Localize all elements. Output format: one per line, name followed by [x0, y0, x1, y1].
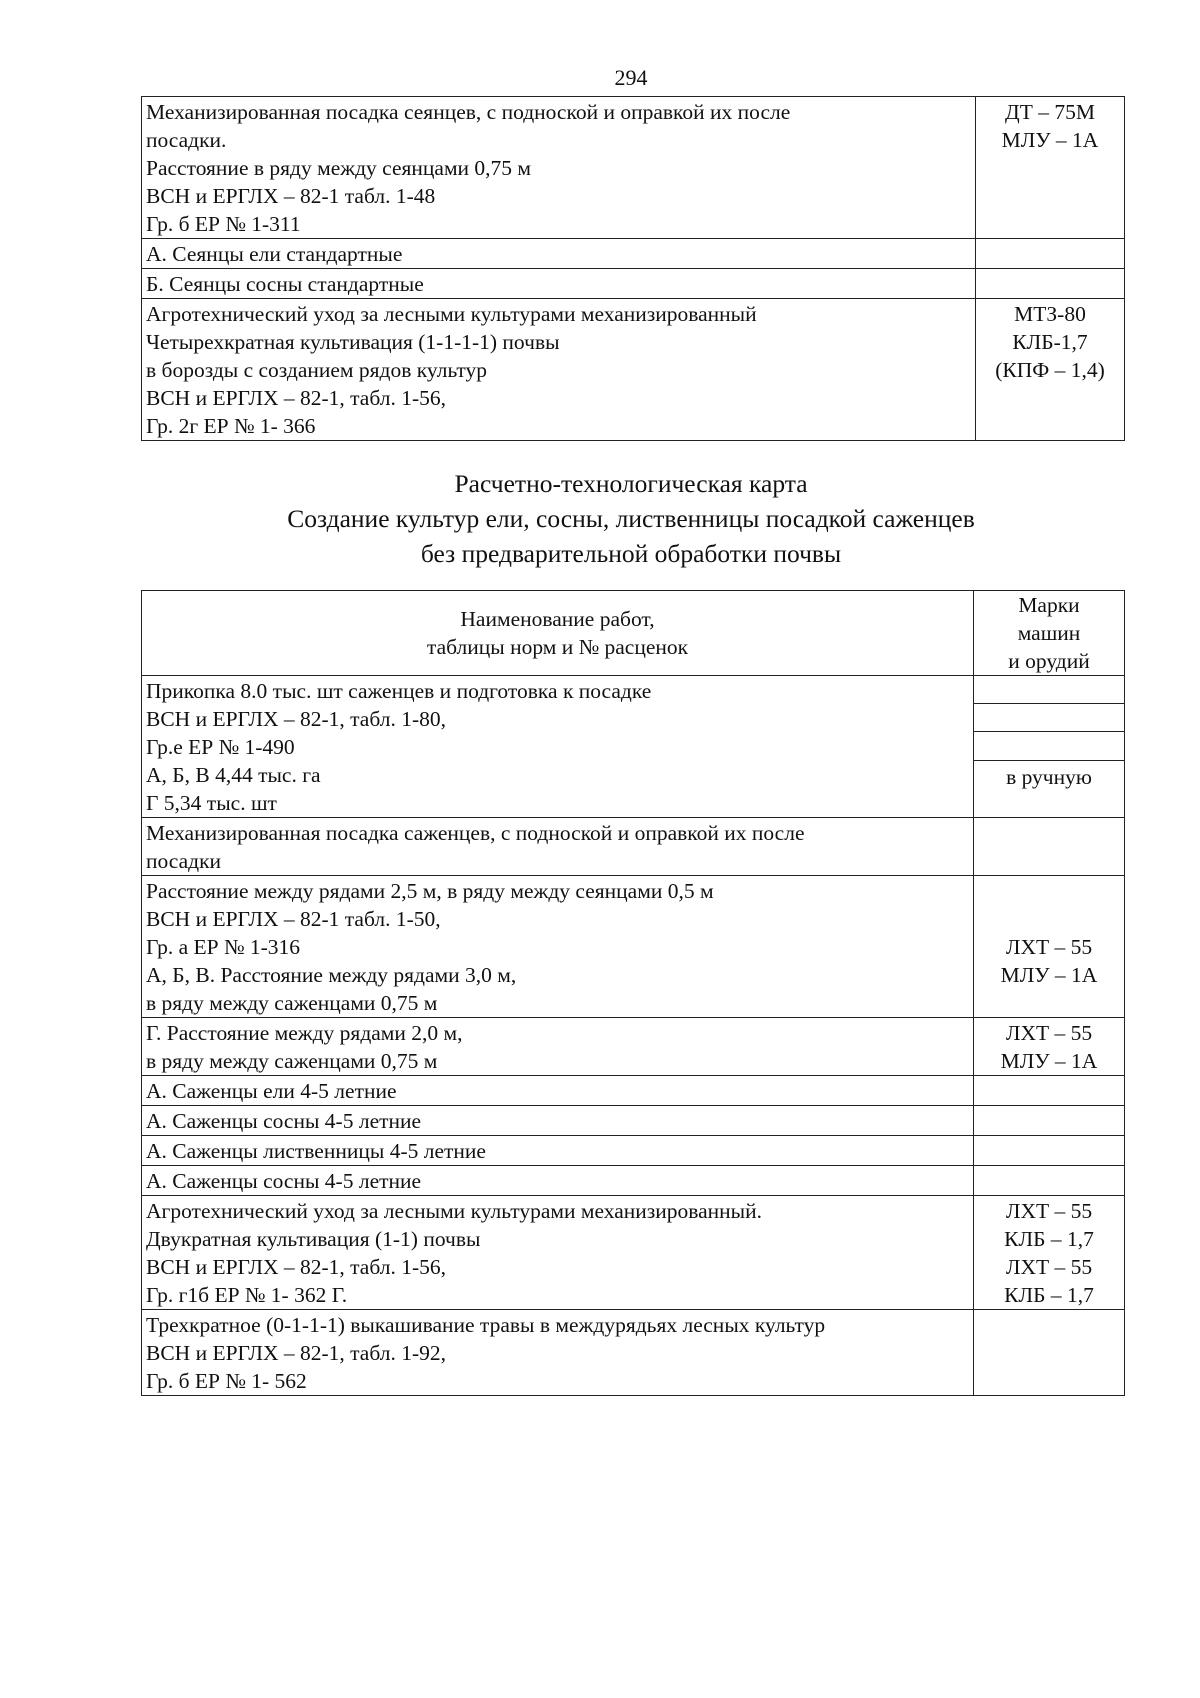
table-row [142, 299, 1125, 441]
machine-brand-cell [976, 97, 1125, 239]
machine-brand-cell [974, 1166, 1125, 1196]
table-row [142, 97, 1125, 239]
empty-subcell [974, 732, 1124, 761]
cell-line: А. Саженцы сосны 4-5 летние [146, 1169, 422, 1193]
cell-line: Механизированная посадка сеянцев, с подноской и оправкой их после [146, 100, 791, 124]
work-description-cell [142, 1166, 974, 1196]
work-description-cell [142, 1076, 974, 1106]
cell-line: Г 5,34 тыс. шт [146, 791, 277, 815]
cell-line: Четырехкратная культивация (1-1-1-1) почвы [146, 330, 560, 354]
header-machine-brands [974, 591, 1125, 676]
empty-subcell [974, 704, 1124, 732]
machine-brand-cell [974, 1018, 1125, 1076]
cell-line [974, 877, 1124, 905]
cell-line: Прикопка 8.0 тыс. шт саженцев и подготовка к посадке [146, 679, 652, 703]
machine-brand-cell [974, 1106, 1125, 1136]
cell-line: ЛХТ – 55 [1005, 1021, 1093, 1045]
cell-line: МЛУ – 1А [1001, 128, 1099, 152]
empty-subcell [974, 676, 1124, 704]
table-row [142, 876, 1125, 1018]
cell-line: ВСН и ЕРГЛХ – 82-1, табл. 1-92, [146, 1341, 447, 1365]
machine-brand-cell [976, 239, 1125, 269]
cell-line: А. Сеянцы ели стандартные [146, 242, 403, 266]
cell-line: Расстояние между рядами 2,5 м, в ряду между сеянцами 0,5 м [146, 879, 714, 903]
title-line-2: Создание культур ели, сосны, лиственницы посадкой саженцев [287, 504, 975, 533]
table-row [142, 1136, 1125, 1166]
work-description-cell [142, 269, 976, 299]
table-header-row [142, 591, 1125, 676]
machine-brand-cell [974, 1196, 1125, 1310]
cell-line: Б. Сеянцы сосны стандартные [146, 272, 424, 296]
cell-line: А, Б, В 4,44 тыс. га [146, 763, 321, 787]
cell-line [974, 905, 1124, 933]
table-row [142, 676, 1125, 818]
title-line-3: без предварительной обработки почвы [420, 539, 842, 568]
cell-line: ВСН и ЕРГЛХ – 82-1, табл. 1-56, [146, 1255, 447, 1279]
cell-line: Гр. а ЕР № 1-316 [146, 935, 301, 959]
cell-line: Механизированная посадка саженцев, с подноской и оправкой их после [146, 821, 805, 845]
cell-line: Трехкратное (0-1-1-1) выкашивание травы в междурядьях лесных культур [146, 1313, 826, 1337]
machine-brand-cell [974, 818, 1125, 876]
machine-brand-cell [974, 1310, 1125, 1396]
cell-line: в ряду между саженцами 0,75 м [146, 991, 438, 1015]
header-name-line: таблицы норм и № расценок [426, 635, 689, 659]
work-description-cell [142, 1196, 974, 1310]
technology-map-table [141, 590, 1125, 1396]
cell-line: МЛУ – 1А [1000, 963, 1098, 987]
machine-brand-cell [974, 676, 1125, 818]
machine-brand-cell [976, 269, 1125, 299]
title-line-1: Расчетно-технологическая карта [454, 469, 808, 498]
cell-line: ЛХТ – 55 [1005, 1255, 1093, 1279]
table-row [142, 1196, 1125, 1310]
work-description-cell [142, 239, 976, 269]
cell-line: в борозды с созданием рядов культур [146, 358, 488, 382]
works-table-continued [141, 96, 1125, 441]
cell-line: КЛБ – 1,7 [1004, 1227, 1094, 1251]
cell-line: Гр. 2г ЕР № 1- 366 [146, 414, 316, 438]
table-row [142, 269, 1125, 299]
work-description-cell [142, 876, 974, 1018]
cell-line: ЛХТ – 55 [1005, 1199, 1093, 1223]
table-row [142, 818, 1125, 876]
cell-line: Двукратная культивация (1-1) почвы [146, 1227, 481, 1251]
cell-line: Гр. б ЕР № 1-311 [146, 212, 301, 236]
document-title [0, 466, 1200, 571]
machine-brand-cell [976, 299, 1125, 441]
cell-line: А. Саженцы лиственницы 4-5 летние [146, 1139, 486, 1163]
header-work-name [142, 591, 974, 676]
cell-line: ВСН и ЕРГЛХ – 82-1, табл. 1-80, [146, 707, 447, 731]
page-number: 294 [614, 65, 648, 90]
machine-brand-cell [974, 876, 1125, 1018]
work-description-cell [142, 676, 974, 818]
cell-line: А. Саженцы сосны 4-5 летние [146, 1109, 422, 1133]
cell-line: посадки. [146, 128, 227, 152]
cell-line: (КПФ – 1,4) [995, 358, 1105, 382]
work-description-cell [142, 1136, 974, 1166]
cell-line [974, 989, 1124, 1017]
table-row [142, 1310, 1125, 1396]
cell-line: Агротехнический уход за лесными культурами механизированный. [146, 1199, 763, 1223]
cell-line: ВСН и ЕРГЛХ – 82-1 табл. 1-50, [146, 907, 441, 931]
cell-line: Гр. г1б ЕР № 1- 362 Г. [146, 1283, 348, 1307]
table-row [142, 1018, 1125, 1076]
cell-line: Г. Расстояние между рядами 2,0 м, [146, 1021, 463, 1045]
cell-line: А. Саженцы ели 4-5 летние [146, 1079, 397, 1103]
cell-line: ЛХТ – 55 [1005, 935, 1093, 959]
machine-brand-cell [974, 1136, 1125, 1166]
cell-line: Агротехнический уход за лесными культурами механизированный [146, 302, 757, 326]
cell-line: Гр.е ЕР № 1-490 [146, 735, 295, 759]
table-row [142, 239, 1125, 269]
cell-line: А, Б, В. Расстояние между рядами 3,0 м, [146, 963, 517, 987]
work-description-cell [142, 1310, 974, 1396]
table-row [142, 1076, 1125, 1106]
cell-line: в ряду между саженцами 0,75 м [146, 1049, 438, 1073]
cell-line: ВСН и ЕРГЛХ – 82-1, табл. 1-56, [146, 386, 447, 410]
work-description-cell [142, 818, 974, 876]
cell-line: КЛБ – 1,7 [1004, 1283, 1094, 1307]
cell-line: ДТ – 75М [1005, 100, 1095, 124]
work-description-cell [142, 1106, 974, 1136]
cell-line: Гр. б ЕР № 1- 562 [146, 1369, 307, 1393]
header-name-line: Наименование работ, [460, 607, 655, 631]
machine-brand-cell [974, 1076, 1125, 1106]
cell-line: МТЗ-80 [1014, 302, 1086, 326]
header-brand-line: Марки [1018, 593, 1080, 617]
cell-line: МЛУ – 1А [1000, 1049, 1098, 1073]
brand-subcell [974, 761, 1124, 791]
work-description-cell [142, 299, 976, 441]
cell-line: посадки [146, 849, 222, 873]
table-row [142, 1166, 1125, 1196]
table-row [142, 1106, 1125, 1136]
cell-line: в ручную [1006, 765, 1092, 789]
header-brand-line: машин [1017, 621, 1081, 645]
cell-line: ВСН и ЕРГЛХ – 82-1 табл. 1-48 [146, 184, 436, 208]
work-description-cell [142, 1018, 974, 1076]
cell-line: Расстояние в ряду между сеянцами 0,75 м [146, 156, 532, 180]
work-description-cell [142, 97, 976, 239]
cell-line: КЛБ-1,7 [1012, 330, 1088, 354]
header-brand-line: и орудий [1008, 649, 1090, 673]
